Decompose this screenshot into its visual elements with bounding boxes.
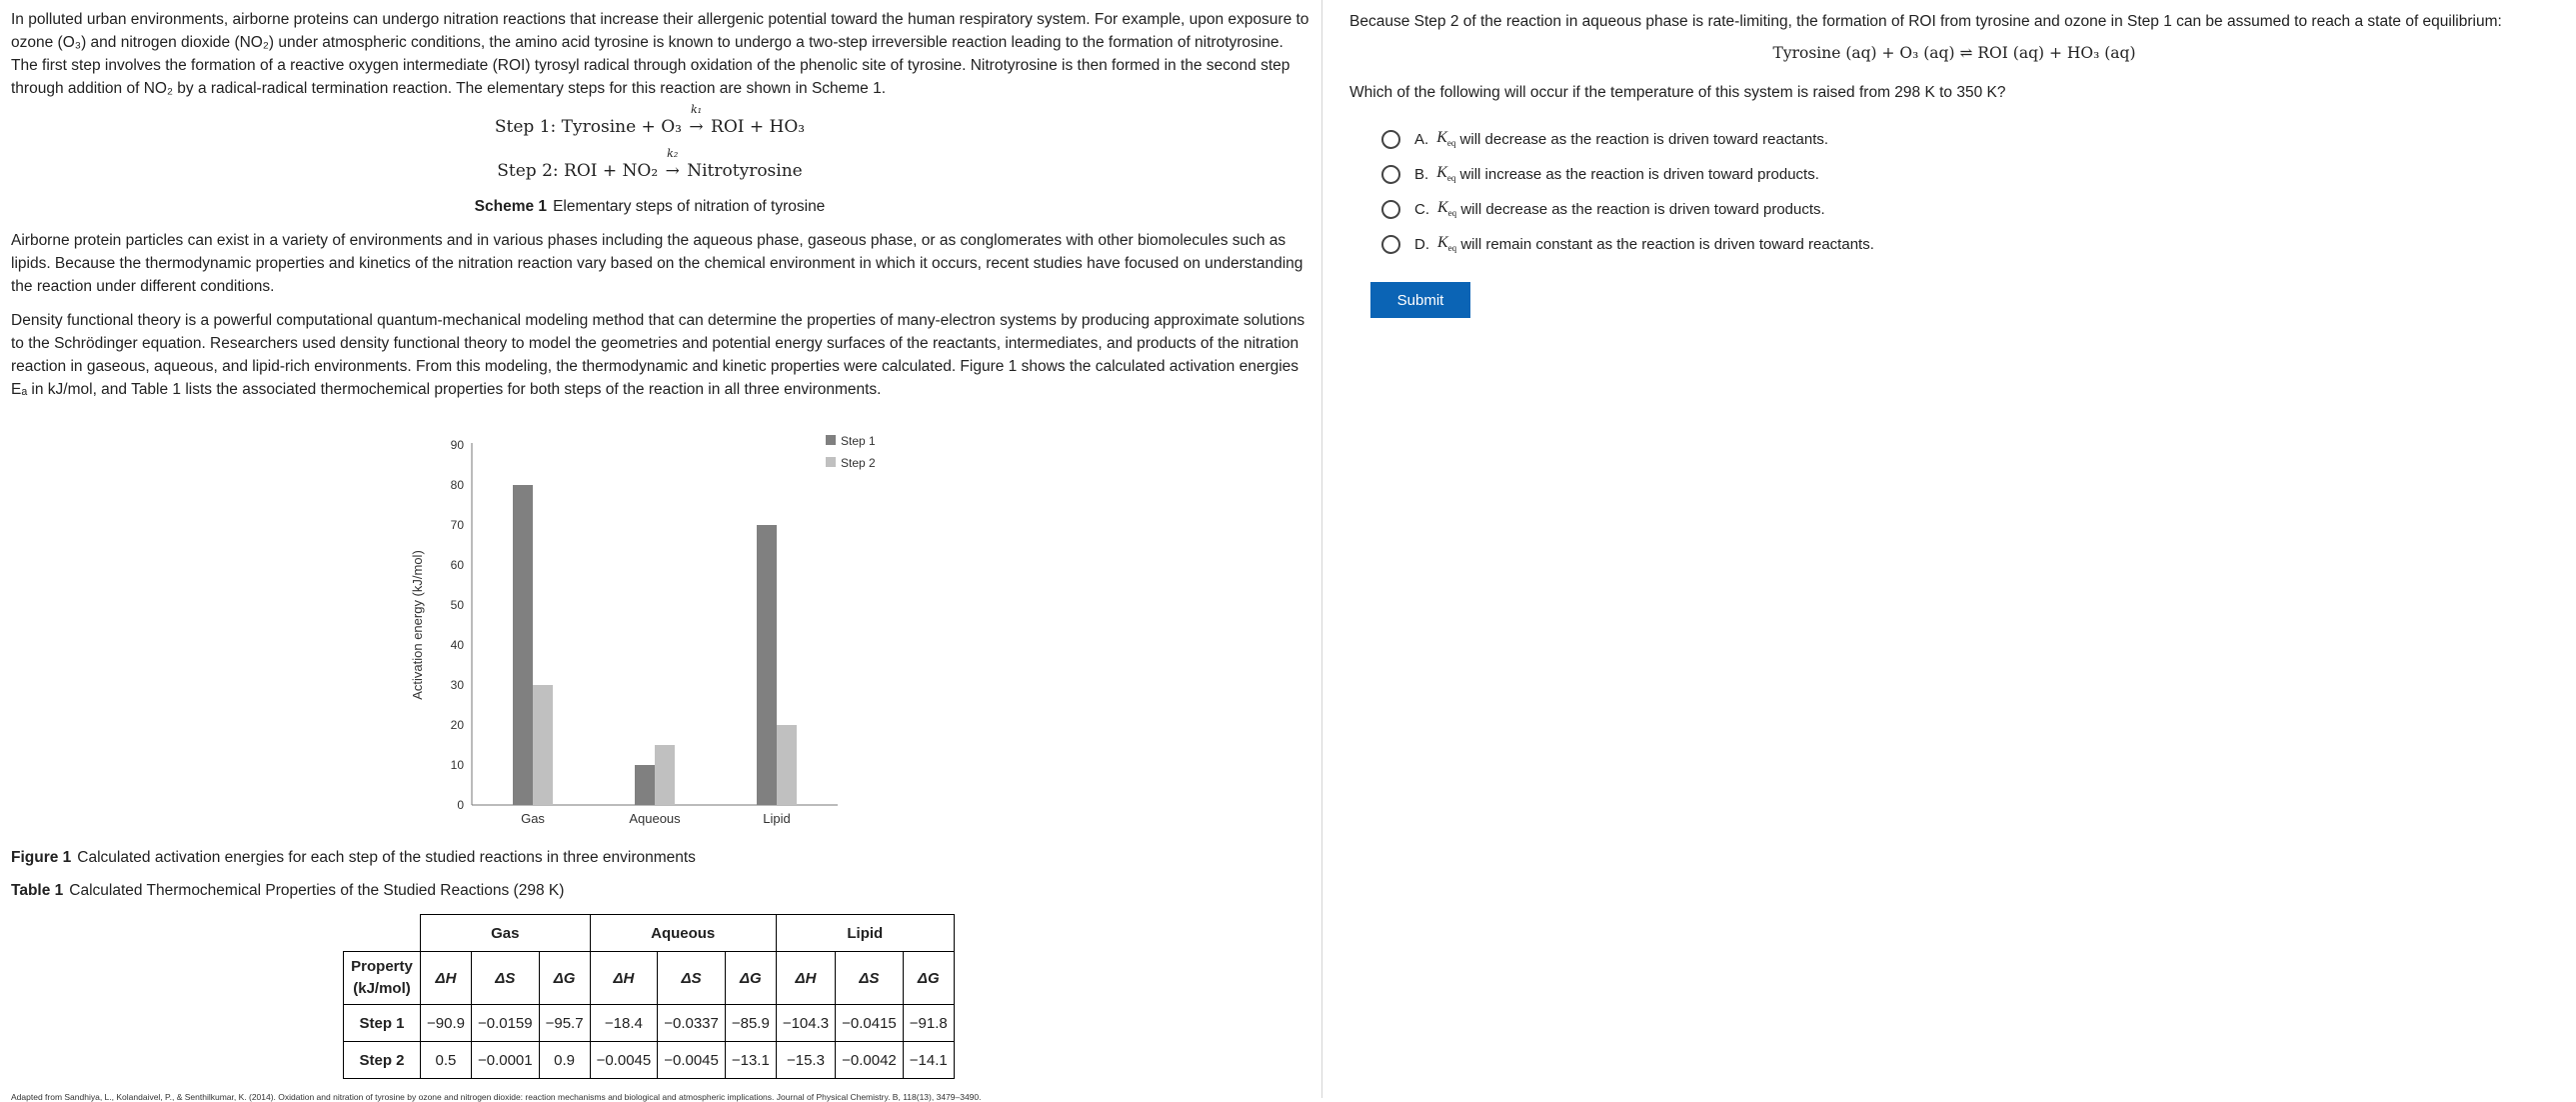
table-group-row	[344, 915, 955, 952]
keq-symbol	[1436, 164, 1455, 183]
option-text: will decrease as the reaction is driven toward products.	[1460, 200, 1825, 218]
y-tick-label: 10	[450, 758, 464, 772]
legend-swatch-step-1	[826, 435, 836, 445]
table-subheader-row	[344, 952, 955, 1005]
scheme-step-2	[0, 147, 1299, 181]
table-caption	[11, 882, 564, 900]
equilibrium-equation: Tyrosine (aq) + O₃ (aq) ⇌ ROI (aq) + HO₃ (aq)	[1772, 44, 2136, 62]
y-tick-label: 20	[450, 718, 464, 732]
figure-caption-text: Calculated activation energies for each step of the studied reactions in three environments	[77, 849, 696, 866]
step-2-rate-constant: k₂	[667, 147, 679, 160]
bar-step-1-aqueous	[635, 765, 655, 805]
bar-step-2-aqueous	[655, 745, 675, 805]
passage-paragraph-2: Airborne protein particles can exist in a variety of environments and in various phases including the aqueous phase, gaseous phase, or as conglomerates with other biomolecules such as lipids. Because the thermodynamic properties and kinetics of the nitration reaction vary based on the chemical environment in which it occurs, recent studies have focused on understanding the reaction under different conditions.	[11, 232, 1303, 295]
question-prompt: Which of the following will occur if the temperature of this system is raised from 298 K to 350 K?	[1349, 84, 2006, 101]
step-2-reactants: ROI + NO₂	[564, 161, 659, 181]
table-cell: −0.0045	[658, 1042, 726, 1079]
x-category-label: Aqueous	[629, 811, 681, 826]
table-cell: −0.0045	[590, 1042, 658, 1079]
passage-paragraph-3: Density functional theory is a powerful computational quantum-mechanical modeling method that can determine the properties of many-electron systems by producing approximate solutions to the Schrödinger equation. Researchers used density functional theory to model the geometries and potential energy surfaces of the reactants, intermediates, and products of the nitration reaction in gaseous, aqueous, and lipid-rich environments. From this modeling, the thermodynamic and kinetic properties were calculated. Figure 1 shows the calculated activation energies Eₐ in kJ/mol, and Table 1 lists the associated thermochemical properties for both steps of the reaction in all three environments.	[11, 312, 1305, 398]
option-letter: A.	[1414, 130, 1429, 148]
option-b[interactable]	[1381, 162, 1819, 186]
table-subheader: ΔS	[471, 952, 539, 1005]
step-1-label: Step 1:	[494, 117, 557, 137]
k-symbol: K	[1437, 199, 1448, 217]
y-tick-label: 80	[450, 478, 464, 492]
table-cell: 0.9	[539, 1042, 590, 1079]
table-row	[344, 1005, 955, 1042]
table-cell: −91.8	[903, 1005, 954, 1042]
citation: Adapted from Sandhiya, L., Kolandaivel, P., & Senthilkumar, K. (2014). Oxidation and nitration of tyrosine by ozone and nitrogen dioxide: reaction mechanisms and biological and atmospheric implications. Journal of Physical Chemistry. B, 118(13), 3479–3490.	[11, 1092, 982, 1102]
option-text: will increase as the reaction is driven toward products.	[1459, 165, 1819, 183]
eq-subscript: eq	[1447, 243, 1457, 254]
table-row	[344, 1042, 955, 1079]
table-subheader: ΔH	[421, 952, 472, 1005]
y-axis-label: Activation energy (kJ/mol)	[410, 550, 425, 700]
option-text: will remain constant as the reaction is driven toward reactants.	[1460, 235, 1874, 253]
scheme-step-1	[0, 103, 1299, 137]
table-subheader: ΔG	[725, 952, 776, 1005]
radio-button[interactable]	[1381, 200, 1400, 219]
bar-step-2-lipid	[777, 725, 797, 805]
step-2-products: Nitrotyrosine	[687, 161, 803, 181]
y-tick-label: 0	[457, 798, 464, 812]
k-symbol: K	[1437, 234, 1448, 252]
figure-caption	[11, 849, 696, 867]
eq-subscript: eq	[1446, 138, 1456, 149]
table-label: Table 1	[11, 882, 64, 899]
table-subheader: ΔH	[776, 952, 835, 1005]
legend-label: Step 2	[841, 456, 876, 470]
table-subheader: ΔG	[903, 952, 954, 1005]
table-cell: −90.9	[421, 1005, 472, 1042]
table-corner	[344, 915, 421, 952]
question-panel	[1344, 0, 2564, 1098]
step-1-reactants: Tyrosine + O₃	[561, 117, 682, 137]
table-cell: −0.0337	[658, 1005, 726, 1042]
step-1-rate-constant: k₁	[690, 103, 703, 116]
keq-symbol	[1437, 199, 1456, 218]
table-cell: −0.0001	[471, 1042, 539, 1079]
y-tick-label: 60	[450, 558, 464, 572]
table-cell: −104.3	[776, 1005, 835, 1042]
step-1-products: ROI + HO₃	[711, 117, 806, 137]
table-cell: 0.5	[421, 1042, 472, 1079]
bar-step-1-lipid	[757, 525, 777, 805]
table-subheader: ΔS	[836, 952, 904, 1005]
keq-symbol	[1436, 129, 1455, 148]
option-c[interactable]	[1381, 197, 1825, 221]
radio-button[interactable]	[1381, 235, 1400, 254]
table-group-aqueous: Aqueous	[590, 915, 776, 952]
scheme-caption	[0, 198, 1299, 216]
option-a[interactable]	[1381, 127, 1828, 151]
table-cell: −15.3	[776, 1042, 835, 1079]
table-cell: −14.1	[903, 1042, 954, 1079]
passage-intro: In polluted urban environments, airborne proteins can undergo nitration reactions that increase their allergenic potential toward the human respiratory system. For example, upon exposure to ozone (O₃) and nitrogen dioxide (NO₂) under atmospheric conditions, the amino acid tyrosine is known to undergo a two-step irreversible reaction leading to the formation of nitrotyrosine. The first step involves the formation of a reactive oxygen intermediate (ROI) tyrosyl radical through oxidation of the phenolic site of tyrosine. Nitrotyrosine is then formed in the second step through addition of NO₂ by a radical-radical termination reaction. The elementary steps for this reaction are shown in Scheme 1.	[11, 11, 1309, 97]
table-caption-text: Calculated Thermochemical Properties of the Studied Reactions (298 K)	[69, 882, 565, 899]
table-subheader: ΔS	[658, 952, 726, 1005]
y-tick-label: 40	[450, 638, 464, 652]
table-group-gas: Gas	[421, 915, 591, 952]
step-2-arrow: k₂ →	[665, 147, 680, 181]
bar-step-2-gas	[533, 685, 553, 805]
submit-button[interactable]: Submit	[1370, 282, 1470, 318]
option-letter: D.	[1414, 235, 1429, 253]
radio-button[interactable]	[1381, 130, 1400, 149]
keq-symbol	[1437, 234, 1456, 253]
y-tick-label: 90	[450, 438, 464, 452]
table-property-header: Property (kJ/mol)	[344, 952, 421, 1005]
table-cell: −18.4	[590, 1005, 658, 1042]
table-cell: −0.0415	[836, 1005, 904, 1042]
eq-subscript: eq	[1447, 208, 1457, 219]
y-tick-label: 70	[450, 518, 464, 532]
x-category-label: Gas	[521, 811, 545, 826]
scheme-caption-text: Elementary steps of nitration of tyrosine	[553, 198, 826, 215]
eq-subscript: eq	[1446, 173, 1456, 184]
activation-energy-chart	[400, 425, 876, 835]
table-cell: −95.7	[539, 1005, 590, 1042]
option-letter: C.	[1414, 200, 1429, 218]
table-cell: −0.0159	[471, 1005, 539, 1042]
table-cell: −85.9	[725, 1005, 776, 1042]
table-row-label: Step 1	[344, 1005, 421, 1042]
table-row-label: Step 2	[344, 1042, 421, 1079]
x-category-label: Lipid	[763, 811, 791, 826]
table-cell: −0.0042	[836, 1042, 904, 1079]
thermochemical-table	[343, 914, 955, 1079]
table-subheader: ΔH	[590, 952, 658, 1005]
bar-step-1-gas	[513, 485, 533, 805]
radio-button[interactable]	[1381, 165, 1400, 184]
legend-label: Step 1	[841, 434, 876, 448]
step-2-label: Step 2:	[497, 161, 559, 181]
question-stem: Because Step 2 of the reaction in aqueous phase is rate-limiting, the formation of ROI from tyrosine and ozone in Step 1 can be assumed to reach a state of equilibrium:	[1349, 13, 2502, 30]
option-text: will decrease as the reaction is driven toward reactants.	[1459, 130, 1829, 148]
legend-swatch-step-2	[826, 457, 836, 467]
figure-label: Figure 1	[11, 849, 72, 866]
option-d[interactable]	[1381, 232, 1874, 256]
y-tick-label: 30	[450, 678, 464, 692]
step-1-arrow: k₁ →	[689, 103, 704, 137]
option-letter: B.	[1414, 165, 1429, 183]
scheme-label: Scheme 1	[474, 198, 548, 215]
k-symbol: K	[1436, 129, 1447, 147]
table-subheader: ΔG	[539, 952, 590, 1005]
k-symbol: K	[1436, 164, 1447, 182]
table-cell: −13.1	[725, 1042, 776, 1079]
table-group-lipid: Lipid	[776, 915, 954, 952]
y-tick-label: 50	[450, 598, 464, 612]
